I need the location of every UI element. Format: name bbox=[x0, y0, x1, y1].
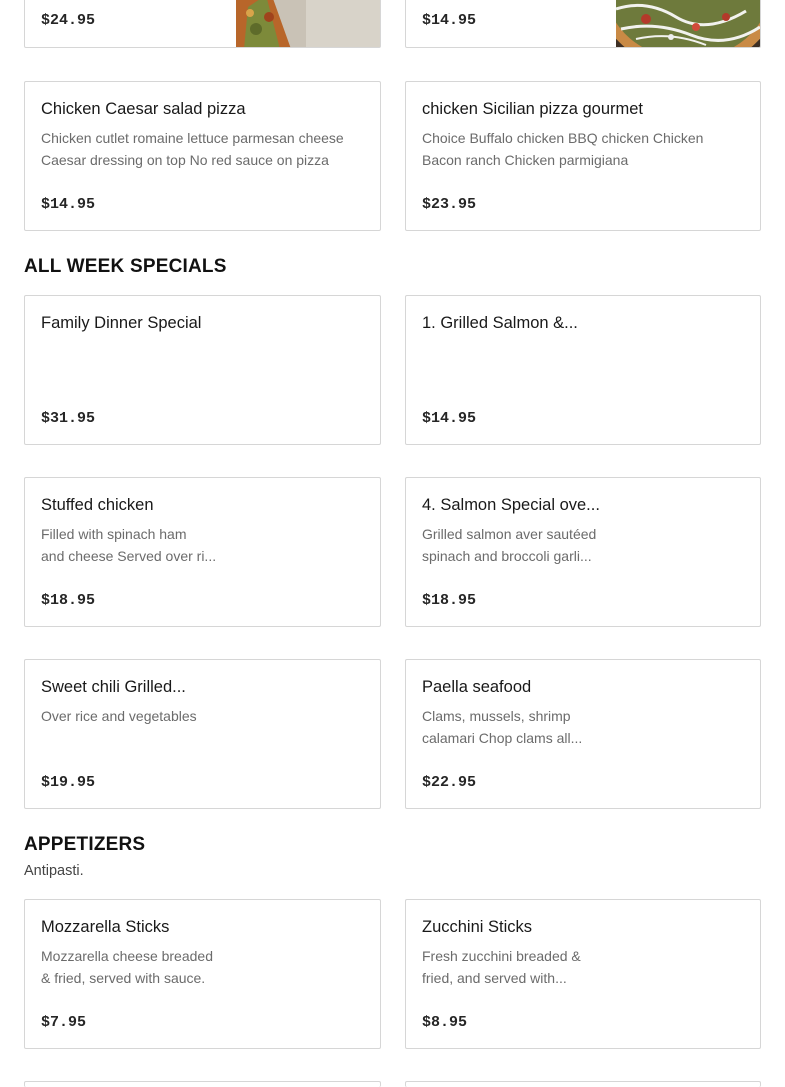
menu-item-price: $18.95 bbox=[422, 592, 477, 609]
menu-item-description: Grilled salmon aver sautéed spinach and broccoli garli... bbox=[422, 526, 597, 564]
pizza-slice-photo bbox=[236, 0, 380, 47]
pizza-with-toppings-photo bbox=[616, 0, 760, 47]
menu-item-card[interactable] bbox=[24, 899, 381, 1049]
menu-item-name: chicken Sicilian pizza gourmet bbox=[422, 100, 644, 118]
menu-item-name: 4. Salmon Special ove... bbox=[422, 496, 600, 514]
menu-item-description: Choice Buffalo chicken BBQ chicken Chicken Bacon ranch Chicken parmigiana bbox=[422, 130, 704, 168]
menu-item-card[interactable] bbox=[24, 295, 381, 445]
menu-item-card[interactable] bbox=[24, 477, 381, 627]
menu-item-card[interactable] bbox=[24, 1081, 381, 1087]
menu-item-description: Fresh zucchini breaded & fried, and served with... bbox=[422, 948, 581, 986]
menu-item-price: $31.95 bbox=[41, 410, 96, 427]
menu-item-price: $14.95 bbox=[41, 196, 96, 213]
menu-item-description: Over rice and vegetables bbox=[41, 708, 197, 724]
menu-item-description: Clams, mussels, shrimp calamari Chop clams all... bbox=[422, 708, 583, 746]
menu-item-price: $24.95 bbox=[41, 12, 96, 29]
menu-item-price: $18.95 bbox=[41, 592, 96, 609]
menu-item-name: Family Dinner Special bbox=[41, 314, 202, 332]
menu-item-name: Sweet chili Grilled... bbox=[41, 678, 186, 696]
menu-item-card[interactable] bbox=[24, 659, 381, 809]
menu-item-name: Paella seafood bbox=[422, 678, 532, 696]
menu-item-card[interactable] bbox=[405, 659, 761, 809]
menu-item-description: Filled with spinach ham and cheese Served over ri... bbox=[41, 526, 217, 564]
menu-item-price: $14.95 bbox=[422, 410, 477, 427]
menu-item-description: Chicken cutlet romaine lettuce parmesan cheese Caesar dressing on top No red sauce on pizza bbox=[41, 130, 344, 168]
menu-item-price: $23.95 bbox=[422, 196, 477, 213]
menu-item-card[interactable] bbox=[405, 477, 761, 627]
section-title: ALL WEEK SPECIALS bbox=[24, 256, 227, 277]
menu-item-card[interactable] bbox=[405, 295, 761, 445]
menu-item-card[interactable] bbox=[405, 1081, 761, 1087]
menu-item-name: Stuffed chicken bbox=[41, 496, 154, 514]
section-subtitle: Antipasti. bbox=[24, 863, 84, 879]
menu-item-name: Mozzarella Sticks bbox=[41, 918, 170, 936]
menu-item-price: $19.95 bbox=[41, 774, 96, 791]
section-title: APPETIZERS bbox=[24, 834, 146, 855]
menu-item-description: Mozzarella cheese breaded & fried, served with sauce. bbox=[41, 948, 213, 986]
menu-item-price: $22.95 bbox=[422, 774, 477, 791]
menu-item-name: 1. Grilled Salmon &... bbox=[422, 314, 578, 332]
menu-item-price: $7.95 bbox=[41, 1014, 87, 1031]
menu-item-card[interactable] bbox=[405, 0, 761, 48]
menu-item-price: $14.95 bbox=[422, 12, 477, 29]
menu-item-card[interactable] bbox=[24, 81, 381, 231]
menu-item-price: $8.95 bbox=[422, 1014, 468, 1031]
menu-item-card[interactable] bbox=[405, 899, 761, 1049]
menu-item-card[interactable] bbox=[405, 81, 761, 231]
menu-item-name: Chicken Caesar salad pizza bbox=[41, 100, 246, 118]
menu-item-card[interactable] bbox=[24, 0, 381, 48]
menu-item-name: Zucchini Sticks bbox=[422, 918, 533, 936]
